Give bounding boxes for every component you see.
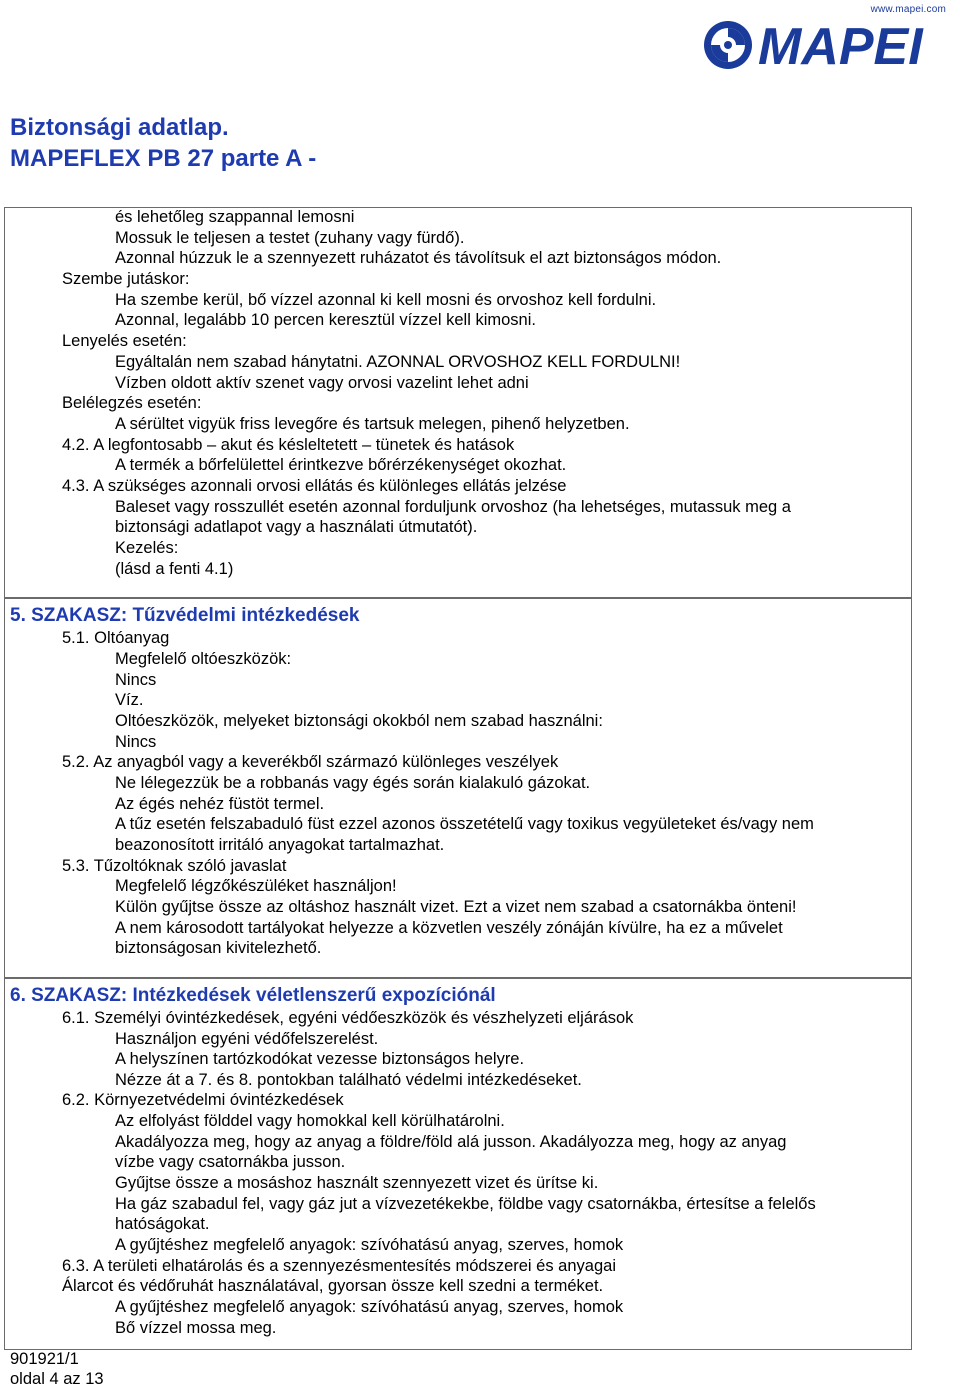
logo-url: www.mapei.com [870, 4, 946, 15]
logo-text: MAPEI [758, 18, 923, 74]
text-line: Ha szembe kerül, bő vízzel azonnal ki kell mosni és orvoshoz kell fordulni. [115, 291, 657, 309]
text-line: biztonságosan kivitelezhető. [115, 939, 322, 957]
text-line: vízbe vagy csatornákba jusson. [115, 1153, 346, 1171]
subsection-title: 6.2. Környezetvédelmi óvintézkedések [62, 1091, 344, 1109]
text-line: Ne lélegezzük be a robbanás vagy égés során kialakuló gázokat. [115, 774, 591, 792]
subsection-title: 4.2. A legfontosabb – akut és késleltetett – tünetek és hatások [62, 436, 515, 454]
section-5-heading: 5. SZAKASZ: Tűzvédelmi intézkedések [10, 605, 360, 626]
text-line: A tűz esetén felszabaduló füst ezzel azonos összetételű vagy toxikus vegyületeket és/vagy nem [115, 815, 814, 833]
text-line: Nézze át a 7. és 8. pontokban található védelmi intézkedéseket. [115, 1071, 582, 1089]
title-line-2: MAPEFLEX PB 27 parte A - [10, 145, 317, 172]
text-line: (lásd a fenti 4.1) [115, 560, 234, 578]
mapei-logo [700, 4, 952, 74]
subsection-title: 5.3. Tűzoltóknak szóló javaslat [62, 857, 287, 875]
text-line: A helyszínen tartózkodókat vezesse biztonságos helyre. [115, 1050, 525, 1068]
text-line: A termék a bőrfelülettel érintkezve bőrérzékenységet okozhat. [115, 456, 567, 474]
text-line: Külön gyűjtse össze az oltáshoz használt vizet. Ezt a vizet nem szabad a csatornákba önteni! [115, 898, 797, 916]
page-number: oldal 4 az 13 [10, 1370, 104, 1388]
text-line: Mossuk le teljesen a testet (zuhany vagy fürdő). [115, 229, 465, 247]
text-line: A gyűjtéshez megfelelő anyagok: szívóhatású anyag, szerves, homok [115, 1236, 624, 1254]
document-code: 901921/1 [10, 1350, 79, 1368]
text-line: A gyűjtéshez megfelelő anyagok: szívóhatású anyag, szerves, homok [115, 1298, 624, 1316]
text-line: Kezelés: [115, 539, 179, 557]
text-line: Baleset vagy rosszullét esetén azonnal forduljunk orvoshoz (ha lehetséges, mutassuk meg a [115, 498, 791, 516]
page-footer [10, 1349, 104, 1389]
text-line: Akadályozza meg, hogy az anyag a földre/föld alá jusson. Akadályozza meg, hogy az anyag [115, 1133, 787, 1151]
text-line: Használjon egyéni védőfelszerelést. [115, 1030, 379, 1048]
text-line: Álarcot és védőruhát használatával, gyorsan össze kell szedni a terméket. [62, 1277, 604, 1295]
text-line: Egyáltalán nem szabad hánytatni. AZONNAL ORVOSHOZ KELL FORDULNI! [115, 353, 681, 371]
subsection-title: 4.3. A szükséges azonnali orvosi ellátás és különleges ellátás jelzése [62, 477, 567, 495]
text-line: és lehetőleg szappannal lemosni [115, 208, 355, 226]
subsection-title: 5.2. Az anyagból vagy a keverékből származó különleges veszélyek [62, 753, 559, 771]
text-line: Vízben oldott aktív szenet vagy orvosi vazelint lehet adni [115, 374, 529, 392]
text-line: Az elfolyást földdel vagy homokkal kell körülhatárolni. [115, 1112, 505, 1130]
text-line: Nincs [115, 733, 157, 751]
text-line: beazonosított irritáló anyagokat tartalmazhat. [115, 836, 445, 854]
text-line: A nem károsodott tartályokat helyezze a közvetlen veszély zónáján kívülre, ha ez a művelet [115, 919, 783, 937]
text-line: Bő vízzel mossa meg. [115, 1319, 277, 1337]
text-line: Az égés nehéz füstöt termel. [115, 795, 325, 813]
text-line: Nincs [115, 671, 157, 689]
subheading: Lenyelés esetén: [62, 332, 187, 350]
text-line: Azonnal, legalább 10 percen keresztül vízzel kell kimosni. [115, 311, 536, 329]
text-line: Azonnal húzzuk le a szennyezett ruházatot és távolítsuk el azt biztonságos módon. [115, 249, 722, 267]
mapei-logo-mark [700, 16, 952, 74]
text-line: Megfelelő oltóeszközök: [115, 650, 292, 668]
text-line: A sérültet vigyük friss levegőre és tartsuk melegen, pihenő helyzetben. [115, 415, 630, 433]
subsection-title: 6.3. A területi elhatárolás és a szennyezésmentesítés módszerei és anyagai [62, 1257, 616, 1275]
text-line: Oltóeszközök, melyeket biztonsági okokból nem szabad használni: [115, 712, 603, 730]
document-title [10, 112, 316, 174]
subsection-title: 5.1. Oltóanyag [62, 629, 170, 647]
title-line-1: Biztonsági adatlap. [10, 114, 229, 141]
text-line: Ha gáz szabadul fel, vagy gáz jut a vízvezetékekbe, földbe vagy csatornákba, értesítse a felelős [115, 1195, 816, 1213]
text-line: hatóságokat. [115, 1215, 210, 1233]
text-line: biztonsági adatlapot vagy a használati útmutatót). [115, 518, 478, 536]
subheading: Szembe jutáskor: [62, 270, 190, 288]
section-6-heading: 6. SZAKASZ: Intézkedések véletlenszerű expozíciónál [10, 985, 496, 1006]
text-line: Víz. [115, 691, 144, 709]
text-line: Megfelelő légzőkészüléket használjon! [115, 877, 397, 895]
subheading: Belélegzés esetén: [62, 394, 202, 412]
subsection-title: 6.1. Személyi óvintézkedések, egyéni védőeszközök és vészhelyzeti eljárások [62, 1009, 634, 1027]
text-line: Gyűjtse össze a mosáshoz használt szennyezett vizet és ürítse ki. [115, 1174, 599, 1192]
